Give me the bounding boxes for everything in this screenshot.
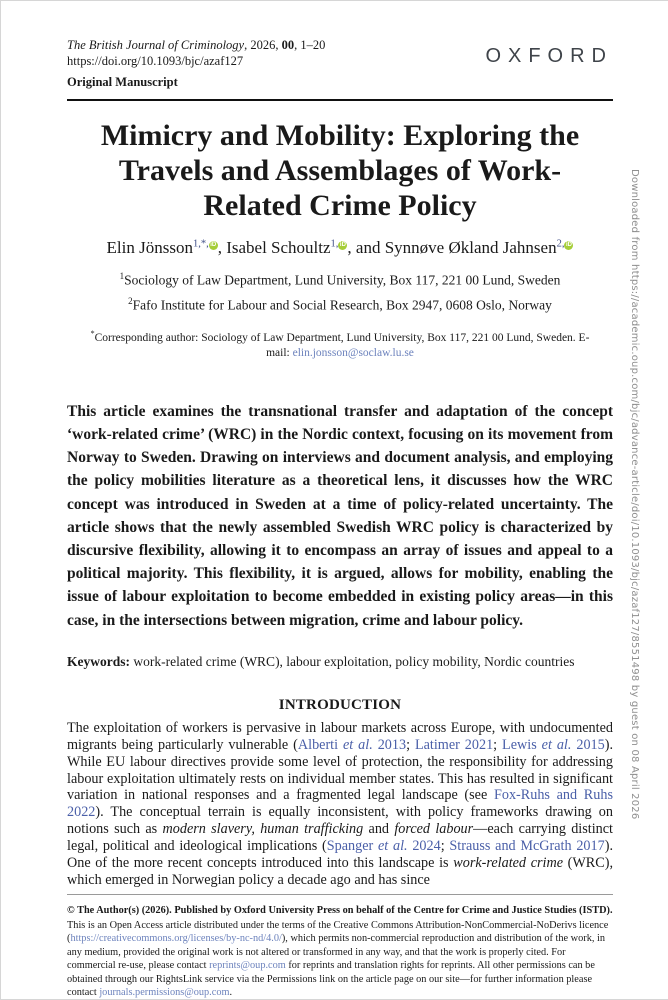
- article-title: Mimicry and Mobility: Exploring the Travels and Assemblages of Work-Related Crime Policy: [100, 119, 580, 222]
- oxford-logo: OXFORD: [485, 45, 613, 67]
- affiliation-marker: 1: [119, 271, 125, 281]
- orcid-icon[interactable]: iD: [339, 242, 346, 249]
- affiliations: [67, 266, 613, 315]
- text-run: —each carrying distinct legal, political and ideological implications (: [67, 821, 613, 855]
- copyright-line: © The Author(s) (2026). Published by Oxford University Press on behalf of the Centre for Crime and Justice Studies (ISTD).: [67, 905, 613, 916]
- text-run: This is an Open Access article distributed under the terms of the Creative Commons Attribution-NonCommercial-NoDerivs licence (: [67, 919, 609, 944]
- citation-pages: , 1–20: [294, 38, 326, 52]
- keywords-label: Keywords:: [67, 653, 130, 669]
- author: [107, 238, 227, 257]
- citation-link[interactable]: Lewis: [502, 736, 542, 753]
- citation-link[interactable]: et al.: [541, 736, 572, 753]
- author-name: Elin Jönsson: [106, 238, 193, 257]
- hyperlink[interactable]: https://creativecommons.org/licenses/by-nc-nd/4.0/: [70, 933, 282, 944]
- license-paragraph: [67, 919, 613, 1000]
- text-run: (WRC), which emerged in Norwegian policy a decade ago and has since: [67, 855, 613, 889]
- article-content: [67, 1, 613, 903]
- license-footer: [67, 894, 613, 1000]
- citation-volume: 00: [281, 38, 295, 52]
- journal-name: The British Journal of Criminology: [67, 38, 245, 52]
- citation-link[interactable]: Latimer 2021: [414, 736, 494, 753]
- doi-link[interactable]: https://doi.org/10.1093/bjc/azaf127: [67, 54, 244, 68]
- affiliation-text: Fafo Institute for Labour and Social Research, Box 2947, 0608 Oslo, Norway: [132, 297, 552, 312]
- italic-term: modern slavery, human trafficking: [162, 821, 364, 838]
- citation-year: , 2026,: [244, 38, 282, 52]
- italic-term: forced labour: [394, 821, 474, 838]
- citation-link[interactable]: et al.: [343, 736, 373, 753]
- keywords-line: [67, 654, 613, 670]
- article-type-label: Original Manuscript: [67, 75, 178, 89]
- citation-link[interactable]: Alberti: [297, 736, 343, 753]
- journal-header: [67, 37, 613, 90]
- text-run: ). While EU labour directives provide some level of protection, the responsibility for addressing labour exploitation ultimately rests on individual member states. This has resulted in significant variation in national responses and a fragmented legal landscape (see: [67, 736, 614, 804]
- corresponding-marker: *: [90, 329, 95, 338]
- citation-block: [67, 37, 325, 90]
- text-run: ;: [493, 736, 503, 753]
- text-run: ). The conceptual terrain is equally inconsistent, with policy frameworks drawing on notions such as: [67, 804, 613, 838]
- orcid-icon[interactable]: iD: [210, 242, 217, 249]
- text-run: ), which permits non-commercial reproduction and distribution of the work, in any medium, provided the original work is not altered or transformed in any way, and that the work is properly cited. For commercial re-use, please contact: [67, 933, 606, 971]
- italic-term: work-related crime: [453, 855, 563, 872]
- section-heading-introduction: INTRODUCTION: [278, 696, 402, 713]
- affiliation-text: Sociology of Law Department, Lund University, Box 117, 221 00 Lund, Sweden: [124, 272, 561, 288]
- citation-link[interactable]: 2015: [571, 736, 605, 753]
- text-run: ;: [440, 838, 450, 855]
- corresponding-author-note: [80, 326, 600, 361]
- abstract-text: This article examines the transnational transfer and adaptation of the concept ‘work-related crime’ (WRC) in the Nordic context, focusing on its movement from Norway to Sweden. Drawing on interviews and document analysis, and employing the policy mobilities literature as a theoretical lens, it discusses how the WRC concept was introduced in Sweden at a time of policy-related uncertainty. The article shows that the newly assembled Swedish WRC policy is characterized by discursive flexibility, allowing it to encompass an array of issues and appeal to a political majority. This flexibility, it is argued, allows for mobility, enabling the issue of labour exploitation to become embedded in existing policy areas—in this case, in the intersections between migration, crime and labour policy.: [67, 402, 613, 629]
- footer-divider: [67, 894, 613, 895]
- text-run: .: [229, 987, 233, 998]
- hyperlink[interactable]: journals.permissions@oup.com: [99, 987, 230, 998]
- corresponding-email-link[interactable]: elin.jonsson@soclaw.lu.se: [292, 346, 414, 359]
- corresponding-text: Corresponding author: Sociology of Law Department, Lund University, Box 117, 221 00 Lund, Sweden. E-mail:: [94, 331, 590, 359]
- affiliation-marker: 2: [128, 295, 133, 306]
- journal-citation-line: [67, 37, 325, 53]
- keywords-text: work-related crime (WRC), labour exploitation, policy mobility, Nordic countries: [130, 653, 575, 669]
- citation-link[interactable]: Strauss and McGrath 2017: [449, 838, 605, 855]
- author: [385, 238, 574, 257]
- author-name: Isabel Schoultz: [226, 238, 331, 257]
- text-run: for reprints and translation rights for reprints. All other permissions can be obtained through our RightsLink service via the Permissions link on the article page on our site—for further information please contact: [67, 960, 595, 998]
- citation-link[interactable]: Spanger: [326, 838, 378, 855]
- citation-link[interactable]: 2024: [407, 838, 441, 855]
- introduction-paragraph: [67, 720, 613, 889]
- affiliation-line: [67, 291, 613, 316]
- orcid-icon[interactable]: iD: [565, 242, 572, 249]
- author-separator: ,: [217, 238, 227, 257]
- author-affiliation-marker[interactable]: 1,*,: [192, 238, 209, 250]
- text-run: ;: [406, 736, 415, 753]
- author-affiliation-marker[interactable]: 1,: [330, 238, 339, 250]
- text-run: The exploitation of workers is pervasive in labour markets across Europe, with undocumented migrants being particularly vulnerable (: [67, 719, 613, 753]
- text-run: and: [363, 821, 395, 838]
- text-run: ). One of the more recent concepts introduced into this landscape is: [67, 838, 613, 872]
- author-name: Synnøve Økland Jahnsen: [384, 238, 557, 257]
- author-list: [67, 238, 613, 258]
- author-separator: , and: [347, 238, 385, 257]
- citation-link[interactable]: et al.: [378, 838, 408, 855]
- header-divider: [67, 99, 613, 101]
- affiliation-line: [67, 266, 613, 291]
- author-affiliation-marker[interactable]: 2,: [556, 238, 565, 250]
- citation-link[interactable]: 2013: [372, 736, 407, 753]
- citation-link[interactable]: Fox-Ruhs and Ruhs 2022: [67, 787, 613, 821]
- download-watermark: Downloaded from https://academic.oup.com/bjc/advance-article/doi/10.1093/bjc/azaf127/8551498 by guest on 08 April 2026: [629, 169, 640, 820]
- hyperlink[interactable]: reprints@oup.com: [209, 960, 286, 971]
- author: [226, 238, 385, 257]
